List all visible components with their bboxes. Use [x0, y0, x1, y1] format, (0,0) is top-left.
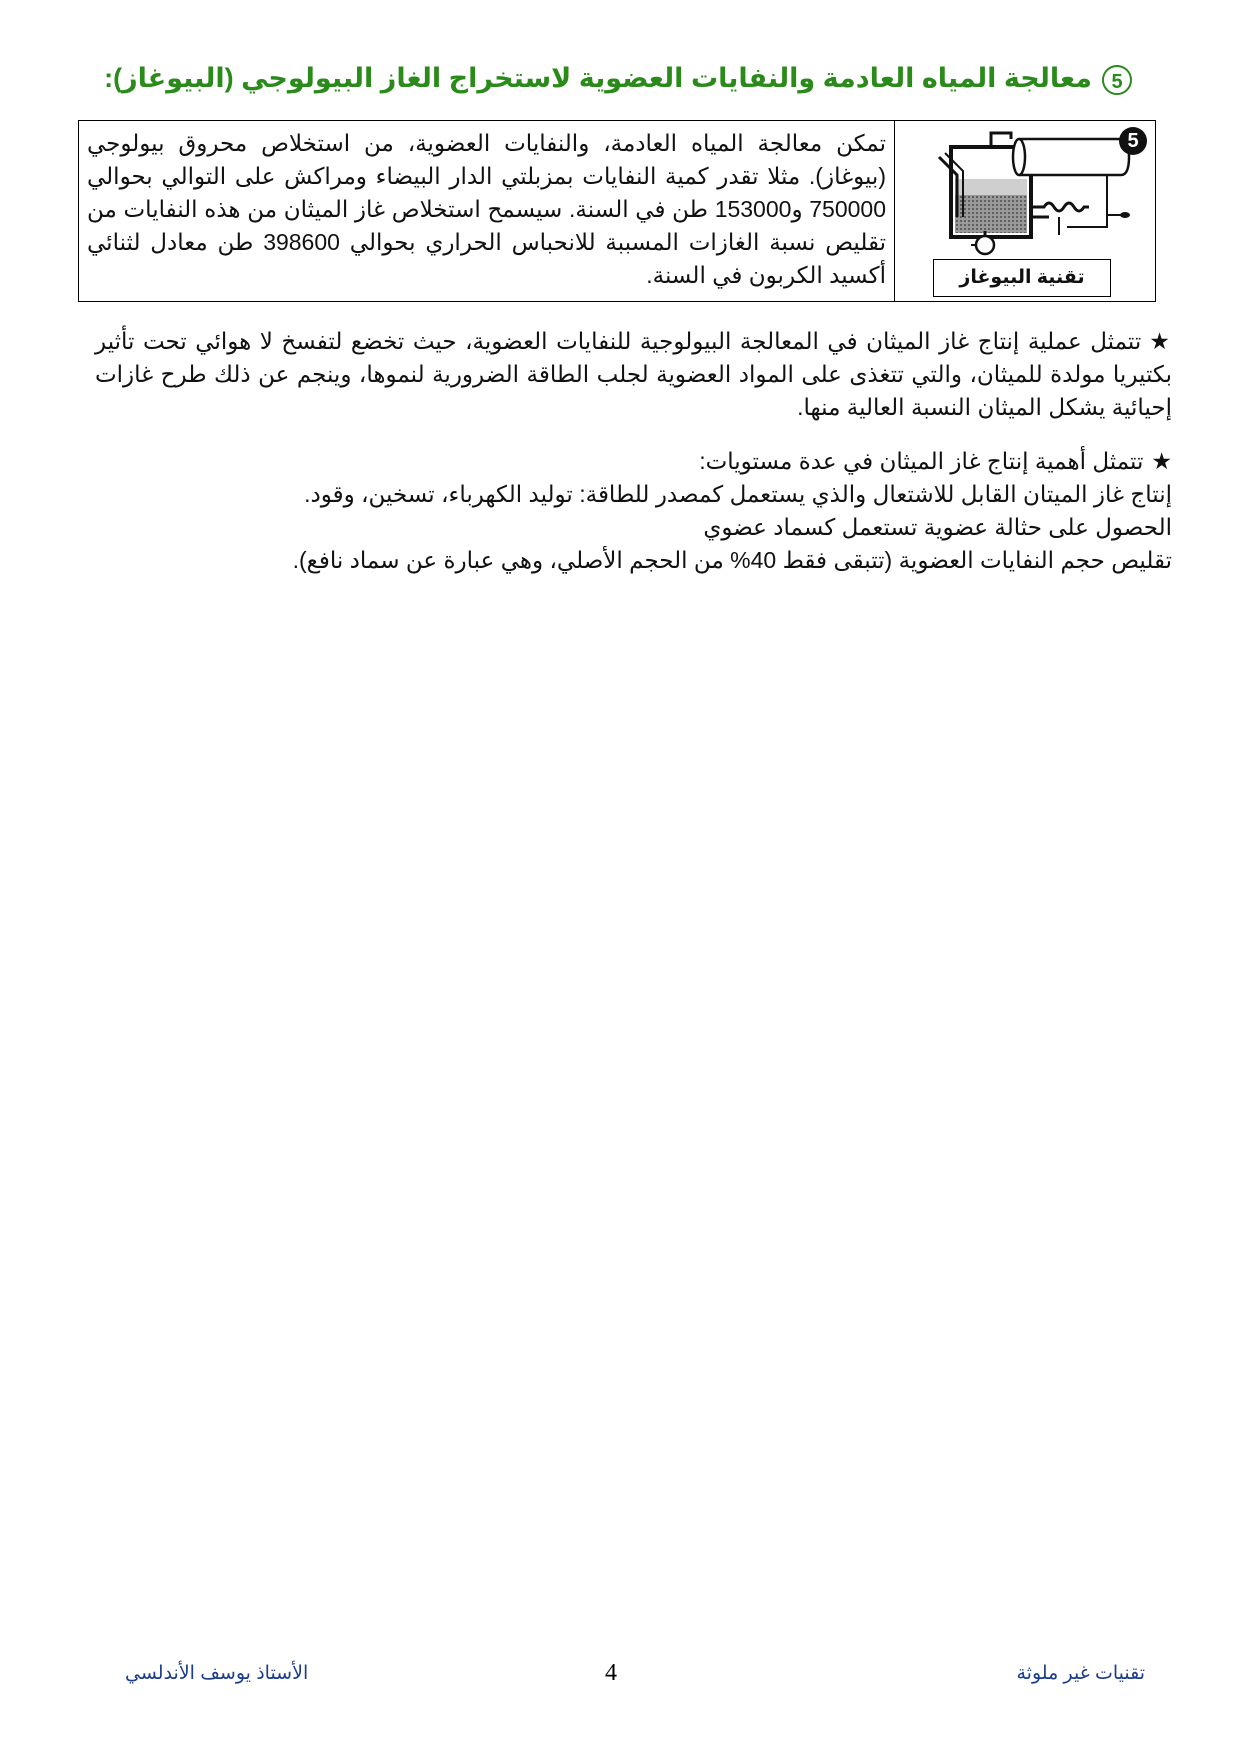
importance-item: إنتاج غاز الميتان القابل للاشتعال والذي يستعمل كمصدر للطاقة: توليد الكهرباء، تسخين، وقود. — [304, 481, 1172, 507]
section-title — [104, 58, 1132, 98]
biogas-figure-panel — [894, 121, 1155, 301]
importance-item: الحصول على حثالة عضوية تستعمل كسماد عضوي — [703, 514, 1172, 540]
star-bullet-icon: ★ — [1149, 328, 1172, 354]
footer-author: الأستاذ يوسف الأندلسي — [125, 1663, 309, 1684]
page-footer — [0, 1662, 1240, 1694]
figure-caption: تقنية البيوغاز — [933, 259, 1111, 297]
section-number-badge: 5 — [1102, 65, 1132, 95]
star-bullet-icon: ★ — [1151, 448, 1172, 474]
footer-subject: تقنيات غير ملوثة — [1016, 1663, 1145, 1684]
paragraph-methane-process-text: تتمثل عملية إنتاج غاز الميثان في المعالجة البيولوجية للنفايات العضوية، حيث تخضع لتفسخ لا هوائي تحت تأثير بكتيريا مولدة للميثان، والتي تتغذى على المواد العضوية لجلب الطاقة الضرورية لنموها، وينجم عن ذلك طرح غازات إحيائية يشكل الميثان النسبة العالية منها. — [95, 328, 1172, 420]
info-box — [78, 120, 1156, 302]
figure-number-badge: 5 — [1119, 127, 1147, 155]
info-box-text: تمكن معالجة المياه العادمة، والنفايات العضوية، من استخلاص محروق بيولوجي (بيوغاز). مثلا تقدر كمية النفايات بمزبلتي الدار البيضاء ومراكش على التوالي بحوالي 750000 و153000 طن في السنة. سيسمح استخلاص غاز الميثان من هذه النفايات من تقليص نسبة الغازات المسببة للانحباس الحراري بحوالي 398600 طن معادل لثنائي أكسيد الكربون في السنة. — [87, 130, 886, 288]
importance-item: تقليص حجم النفايات العضوية (تتبقى فقط 40% من الحجم الأصلي، وهي عبارة عن سماد نافع). — [292, 547, 1172, 573]
importance-intro — [95, 445, 1172, 478]
importance-intro-text: تتمثل أهمية إنتاج غاز الميثان في عدة مستويات: — [699, 448, 1144, 474]
page-number: 4 — [605, 1660, 617, 1686]
section-title-text: معالجة المياه العادمة والنفايات العضوية لاستخراج الغاز البيولوجي (البيوغاز): — [104, 63, 1092, 93]
paragraph-methane-importance — [95, 445, 1172, 577]
paragraph-methane-process — [95, 325, 1172, 424]
biogas-digester-illustration — [899, 127, 1149, 257]
